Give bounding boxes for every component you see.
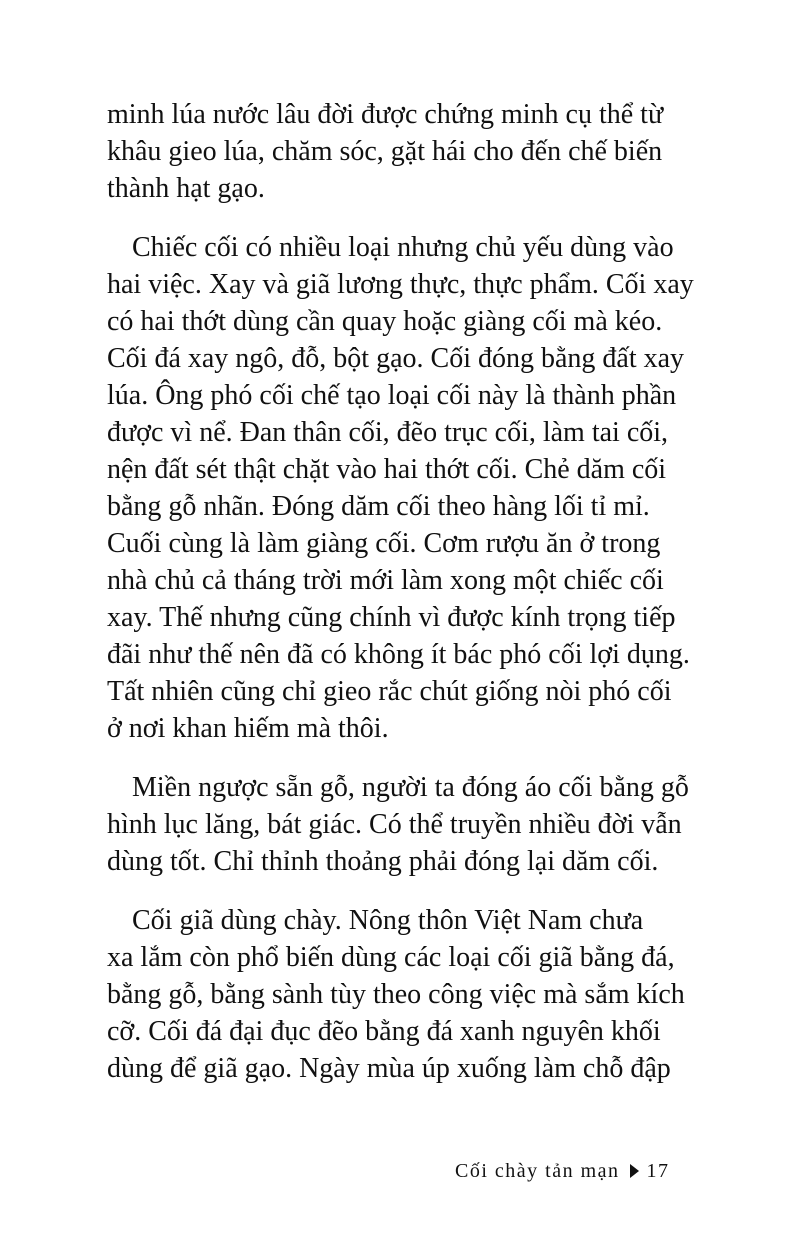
text-line: bằng gỗ nhãn. Đóng dăm cối theo hàng lối tỉ mỉ. [107,491,650,522]
text-line: dùng tốt. Chỉ thỉnh thoảng phải đóng lại dăm cối. [107,846,659,877]
text-line: Cuối cùng là làm giàng cối. Cơm rượu ăn ở trong [107,528,661,559]
text-line: xa lắm còn phổ biến dùng các loại cối giã bằng đá, [107,942,675,973]
text-line: cỡ. Cối đá đại đục đẽo bằng đá xanh nguyên khối [107,1016,661,1047]
body-text [107,96,697,1109]
triangle-right-icon [630,1164,639,1178]
text-line: đãi như thế nên đã có không ít bác phó cối lợi dụng. [107,639,690,670]
text-line: xay. Thế nhưng cũng chính vì được kính trọng tiếp [107,602,676,633]
text-line: Tất nhiên cũng chỉ gieo rắc chút giống nòi phó cối [107,676,672,707]
text-line: Cối giã dùng chày. Nông thôn Việt Nam chưa [132,905,644,936]
text-line: Chiếc cối có nhiều loại nhưng chủ yếu dùng vào [132,232,674,263]
text-line: minh lúa nước lâu đời được chứng minh cụ thể từ [107,99,664,130]
running-title: Cối chày tản mạn [455,1159,620,1182]
text-line: ở nơi khan hiếm mà thôi. [107,713,389,744]
text-line: được vì nể. Đan thân cối, đẽo trục cối, làm tai cối, [107,417,669,448]
page-footer [455,1156,670,1186]
text-line: bằng gỗ, bằng sành tùy theo công việc mà sắm kích [107,979,685,1010]
text-line: dùng để giã gạo. Ngày mùa úp xuống làm chỗ đập [107,1053,671,1084]
text-line: thành hạt gạo. [107,173,265,204]
text-line: có hai thớt dùng cần quay hoặc giàng cối mà kéo. [107,306,663,337]
text-line: Cối đá xay ngô, đỗ, bột gạo. Cối đóng bằng đất xay [107,343,685,374]
text-line: nhà chủ cả tháng trời mới làm xong một chiếc cối [107,565,664,596]
text-line: nện đất sét thật chặt vào hai thớt cối. Chẻ dăm cối [107,454,667,485]
paragraph-3 [107,769,697,880]
page-number: 17 [646,1159,670,1182]
text-line: hình lục lăng, bát giác. Có thể truyền nhiều đời vẫn [107,809,682,840]
text-line: lúa. Ông phó cối chế tạo loại cối này là thành phần [107,380,677,411]
paragraph-4 [107,902,697,1087]
text-line: khâu gieo lúa, chăm sóc, gặt hái cho đến chế biến [107,136,663,167]
paragraph-1 [107,96,697,207]
text-line: hai việc. Xay và giã lương thực, thực phẩm. Cối xay [107,269,694,300]
text-line: Miền ngược sẵn gỗ, người ta đóng áo cối bằng gỗ [132,772,689,803]
paragraph-2 [107,229,697,747]
